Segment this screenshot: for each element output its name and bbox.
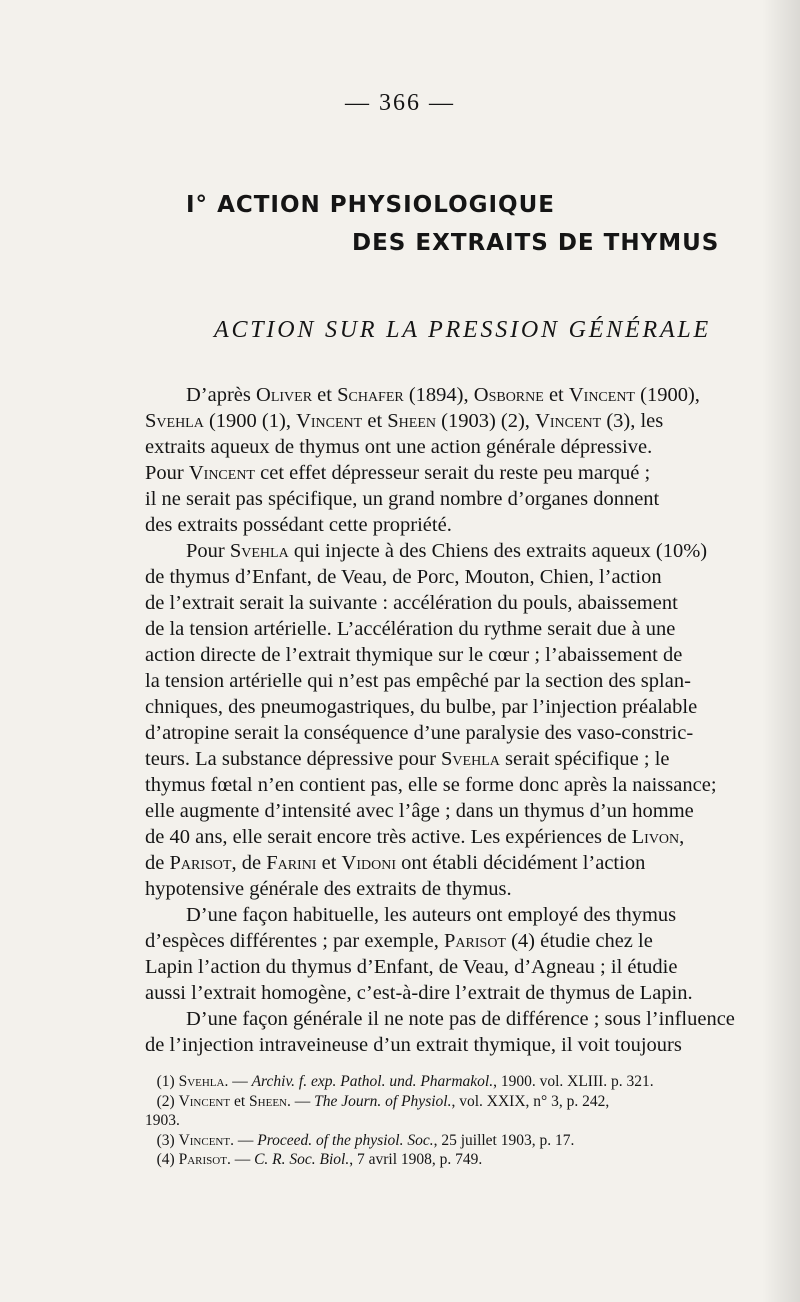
text-line [145, 642, 785, 668]
page-number: — 366 — [345, 90, 455, 116]
text-run: D’après [145, 384, 257, 406]
small-caps-name: Sheen [249, 1092, 287, 1110]
text-line [145, 460, 785, 486]
text-line [145, 408, 785, 434]
text-run: (1) [145, 1073, 179, 1090]
small-caps-name: Sheen [387, 410, 436, 432]
text-line [145, 434, 785, 460]
text-run: (3), les [601, 410, 664, 432]
italic-title: The Journ. of Physiol. [314, 1092, 452, 1110]
text-run: hypotensive générale des extraits de thymus. [145, 878, 512, 900]
text-run: (1900), [635, 384, 700, 406]
footnote-line [145, 1072, 785, 1092]
text-line [145, 538, 785, 564]
text-line [145, 772, 785, 798]
italic-title: Proceed. of the physiol. Soc. [257, 1131, 434, 1149]
text-line [145, 486, 785, 512]
text-line [145, 564, 785, 590]
small-caps-name: Parisot [444, 930, 506, 952]
italic-title: Archiv. f. exp. Pathol. und. Pharmakol. [251, 1073, 494, 1090]
text-run: de thymus d’Enfant, de Veau, de Porc, Mouton, Chien, l’action [145, 566, 662, 588]
text-run: , 1900. vol. XLIII. p. 321. [493, 1073, 654, 1090]
text-run: teurs. La substance dépressive pour [145, 748, 442, 770]
small-caps-name: Parisot [178, 1151, 227, 1168]
text-run: chniques, des pneumogastriques, du bulbe, par l’injection préalable [145, 696, 698, 718]
text-line [145, 798, 785, 824]
text-run: . — [287, 1092, 315, 1110]
text-run: d’espèces différentes ; par exemple, [145, 930, 445, 952]
footnotes [145, 1072, 785, 1170]
footnote-line [145, 1092, 785, 1112]
small-caps-name: Vincent [178, 1092, 231, 1110]
text-line [145, 512, 785, 538]
text-run: cet effet dépresseur serait du reste peu marqué ; [255, 462, 651, 484]
text-run: extraits aqueux de thymus ont une action générale dépressive. [145, 436, 653, 458]
small-caps-name: Svehla [145, 410, 204, 432]
small-caps-name: Oliver [256, 384, 313, 406]
small-caps-name: Vincent [178, 1131, 231, 1149]
small-caps-name: Vincent [296, 410, 363, 432]
text-line [145, 1032, 785, 1058]
text-run: (1900 (1), [203, 410, 297, 432]
small-caps-name: Livon [631, 826, 680, 848]
small-caps-name: Schafer [337, 384, 404, 406]
text-run: 1903. [145, 1112, 180, 1129]
text-line [145, 1006, 785, 1032]
text-run: (4) étudie chez le [505, 930, 653, 952]
text-line [145, 746, 785, 772]
text-line [145, 876, 785, 902]
text-run: (2) [145, 1092, 179, 1110]
text-run: et [362, 410, 388, 432]
text-run: de la tension artérielle. L’accélération du rythme serait due à une [145, 618, 676, 640]
text-run: et [316, 852, 342, 874]
text-run: et [543, 384, 569, 406]
small-caps-name: Svehla [229, 540, 289, 562]
text-run: , 7 avril 1908, p. 749. [349, 1151, 483, 1168]
text-line [145, 954, 785, 980]
text-run: de [145, 852, 170, 874]
text-run: de l’injection intraveineuse d’un extrait thymique, il voit toujours [145, 1034, 682, 1056]
text-run: la tension artérielle qui n’est pas empêché par la section des splan- [145, 670, 691, 692]
subsection-heading: ACTION SUR LA PRESSION GÉNÉRALE [214, 317, 712, 343]
text-run: , [679, 826, 685, 848]
text-run: qui injecte à des Chiens des extraits aqueux (10%) [288, 540, 708, 562]
text-run: ont établi décidément l’action [396, 852, 646, 874]
footnote-line [145, 1111, 785, 1131]
small-caps-name: Vidoni [341, 852, 396, 874]
text-run: il ne serait pas spécifique, un grand nombre d’organes donnent [145, 488, 660, 510]
text-run: elle augmente d’intensité avec l’âge ; dans un thymus d’un homme [145, 800, 694, 822]
text-run: et [230, 1092, 250, 1110]
footnote-line [145, 1150, 785, 1170]
text-run: . — [226, 1151, 255, 1168]
section-heading-line-2: DES EXTRAITS DE THYMUS [352, 230, 720, 256]
small-caps-name: Parisot [169, 852, 232, 874]
text-run: de 40 ans, elle serait encore très active. Les expériences de [145, 826, 632, 848]
small-caps-name: Vincent [568, 384, 635, 406]
italic-title: C. R. Soc. Biol. [254, 1151, 350, 1168]
small-caps-name: Vincent [188, 462, 255, 484]
small-caps-name: Farini [266, 852, 317, 874]
small-caps-name: Svehla [178, 1073, 225, 1090]
text-line [145, 720, 785, 746]
text-run: serait spécifique ; le [499, 748, 670, 770]
text-line [145, 850, 785, 876]
text-run: (3) [145, 1131, 179, 1149]
text-run: action directe de l’extrait thymique sur le cœur ; l’abaissement de [145, 644, 683, 666]
text-run: Pour [145, 462, 189, 484]
text-run: des extraits possédant cette propriété. [145, 514, 452, 536]
text-line [145, 668, 785, 694]
small-caps-name: Vincent [535, 410, 602, 432]
text-run: (1894), [403, 384, 474, 406]
text-run: thymus fœtal n’en contient pas, elle se forme donc après la naissance; [145, 774, 717, 796]
text-run: (1903) (2), [436, 410, 536, 432]
small-caps-name: Svehla [441, 748, 500, 770]
small-caps-name: Osborne [473, 384, 544, 406]
text-line [145, 928, 785, 954]
body-paragraphs [145, 382, 785, 1058]
text-run: Lapin l’action du thymus d’Enfant, de Veau, d’Agneau ; il étudie [145, 956, 678, 978]
text-line [145, 902, 785, 928]
footnote-line [145, 1131, 785, 1151]
text-run: . — [230, 1131, 258, 1149]
text-line [145, 694, 785, 720]
text-line [145, 616, 785, 642]
text-run: et [312, 384, 338, 406]
text-line [145, 382, 785, 408]
text-run: D’une façon générale il ne note pas de différence ; sous l’influence [145, 1008, 735, 1030]
text-run: de l’extrait serait la suivante : accélération du pouls, abaissement [145, 592, 678, 614]
text-run: , vol. XXIX, n° 3, p. 242, [451, 1092, 610, 1110]
text-run: , de [231, 852, 267, 874]
text-run: , 25 juillet 1903, p. 17. [433, 1131, 575, 1149]
text-run: (4) [145, 1151, 179, 1168]
text-line [145, 590, 785, 616]
section-heading-line-1: I° ACTION PHYSIOLOGIQUE [186, 192, 555, 218]
text-run: d’atropine serait la conséquence d’une paralysie des vaso-constric- [145, 722, 694, 744]
text-run: aussi l’extrait homogène, c’est-à-dire l’extrait de thymus de Lapin. [145, 982, 693, 1004]
text-run: Pour [145, 540, 230, 562]
text-line [145, 980, 785, 1006]
text-run: . — [224, 1073, 252, 1090]
text-run: D’une façon habituelle, les auteurs ont employé des thymus [145, 904, 677, 926]
text-line [145, 824, 785, 850]
